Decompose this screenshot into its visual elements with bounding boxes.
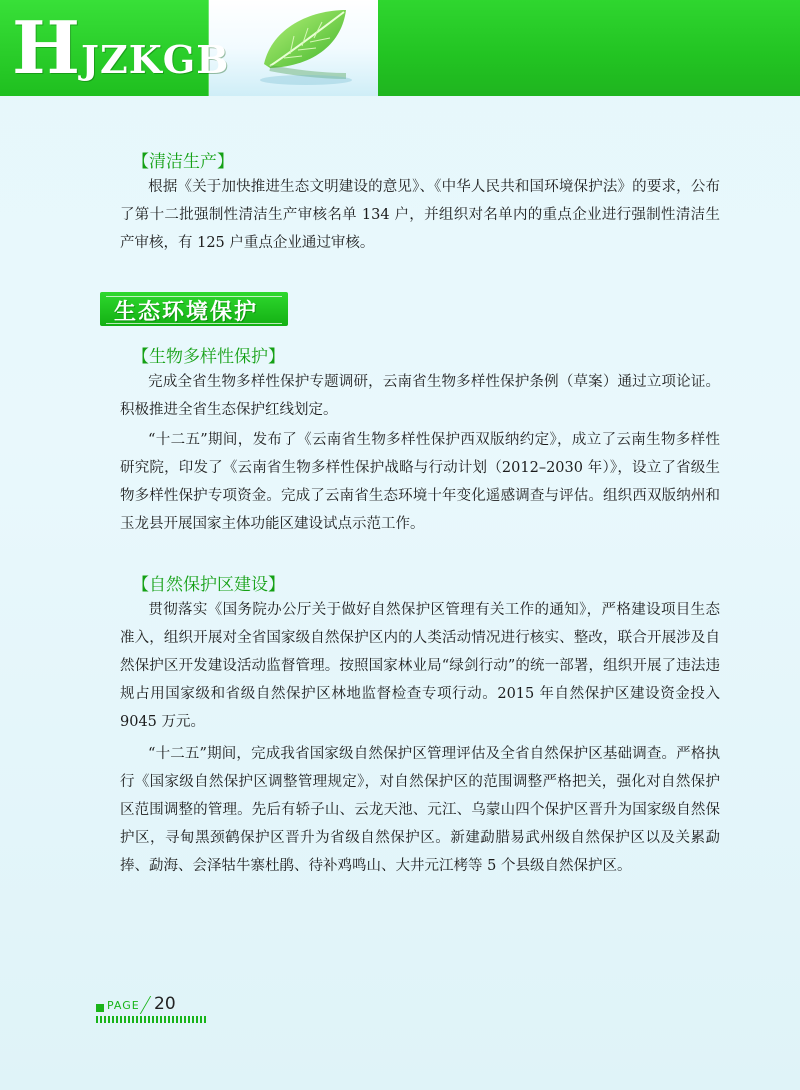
section-banner: [100, 292, 288, 326]
heading-nature-reserve: 【自然保护区建设】: [132, 575, 285, 595]
footer-slash: [140, 996, 151, 1014]
paragraph-text: “十二五”期间，完成我省国家级自然保护区管理评估及全省自然保护区基础调查。严格执行《国家级自然保护区调整管理规定》，对自然保护区的范围调整严格把关，强化对自然保护区范围调整的管理。先后有轿子山、云龙天池、元江、乌蒙山四个保护区晋升为国家级自然保护区，寻甸黑颈鹤保护区晋升为省级自然保护区。新建勐腊易武州级自然保护区以及关累勐捧、勐海、会泽牯牛寨杜鹃、待补鸡鸣山、大井元江栲等 5 个县级自然保护区。: [120, 746, 720, 874]
paragraph-clean-production: [120, 173, 720, 257]
paragraph-nature-reserve-1: [120, 596, 720, 736]
paragraph-text: “十二五”期间，发布了《云南省生物多样性保护西双版纳约定》，成立了云南生物多样性研究院，印发了《云南省生物多样性保护战略与行动计划（2012–2030 年）》，设立了省级生物多样性保护专项资金。完成了云南省生态环境十年变化遥感调查与评估。组织西双版纳州和玉龙县开展国家主体功能区建设试点示范工作。: [120, 432, 720, 532]
paragraph-text: 根据《关于加快推进生态文明建设的意见》、《中华人民共和国环境保护法》的要求，公布了第十二批强制性清洁生产审核名单 134 户，并组织对名单内的重点企业进行强制性清洁生产审核，有 125 户重点企业通过审核。: [120, 179, 720, 251]
paragraph-text: 贯彻落实《国务院办公厅关于做好自然保护区管理有关工作的通知》，严格建设项目生态准入，组织开展对全省国家级自然保护区内的人类活动情况进行核实、整改，联合开展涉及自然保护区开发建设活动监督管理。按照国家林业局“绿剑行动”的统一部署，组织开展了违法违规占用国家级和省级自然保护区林地监督检查专项行动。2015 年自然保护区建设资金投入 9045 万元。: [120, 602, 720, 730]
heading-clean-production: 【清洁生产】: [132, 152, 234, 172]
footer-ticks: [96, 1016, 208, 1023]
banner-title: 生态环境保护: [114, 300, 259, 325]
logo-initial: H: [12, 5, 82, 90]
paragraph-text: 完成全省生物多样性保护专题调研，云南省生物多样性保护条例（草案）通过立项论证。积极推进全省生态保护红线划定。: [120, 374, 720, 418]
footer-square: [96, 1004, 104, 1012]
page-label: PAGE: [107, 999, 140, 1012]
logo-text: [12, 5, 230, 100]
paragraph-nature-reserve-2: [120, 740, 720, 880]
header-bar: [0, 0, 800, 96]
paragraph-biodiversity-2: [120, 426, 720, 538]
page-number: 20: [154, 994, 176, 1014]
page-footer: [96, 996, 216, 1026]
paragraph-biodiversity-1: [120, 368, 720, 424]
heading-biodiversity: 【生物多样性保护】: [132, 347, 285, 367]
leaf-icon: [250, 6, 360, 90]
logo: [0, 0, 230, 96]
logo-letters: JZKGB: [81, 37, 230, 82]
